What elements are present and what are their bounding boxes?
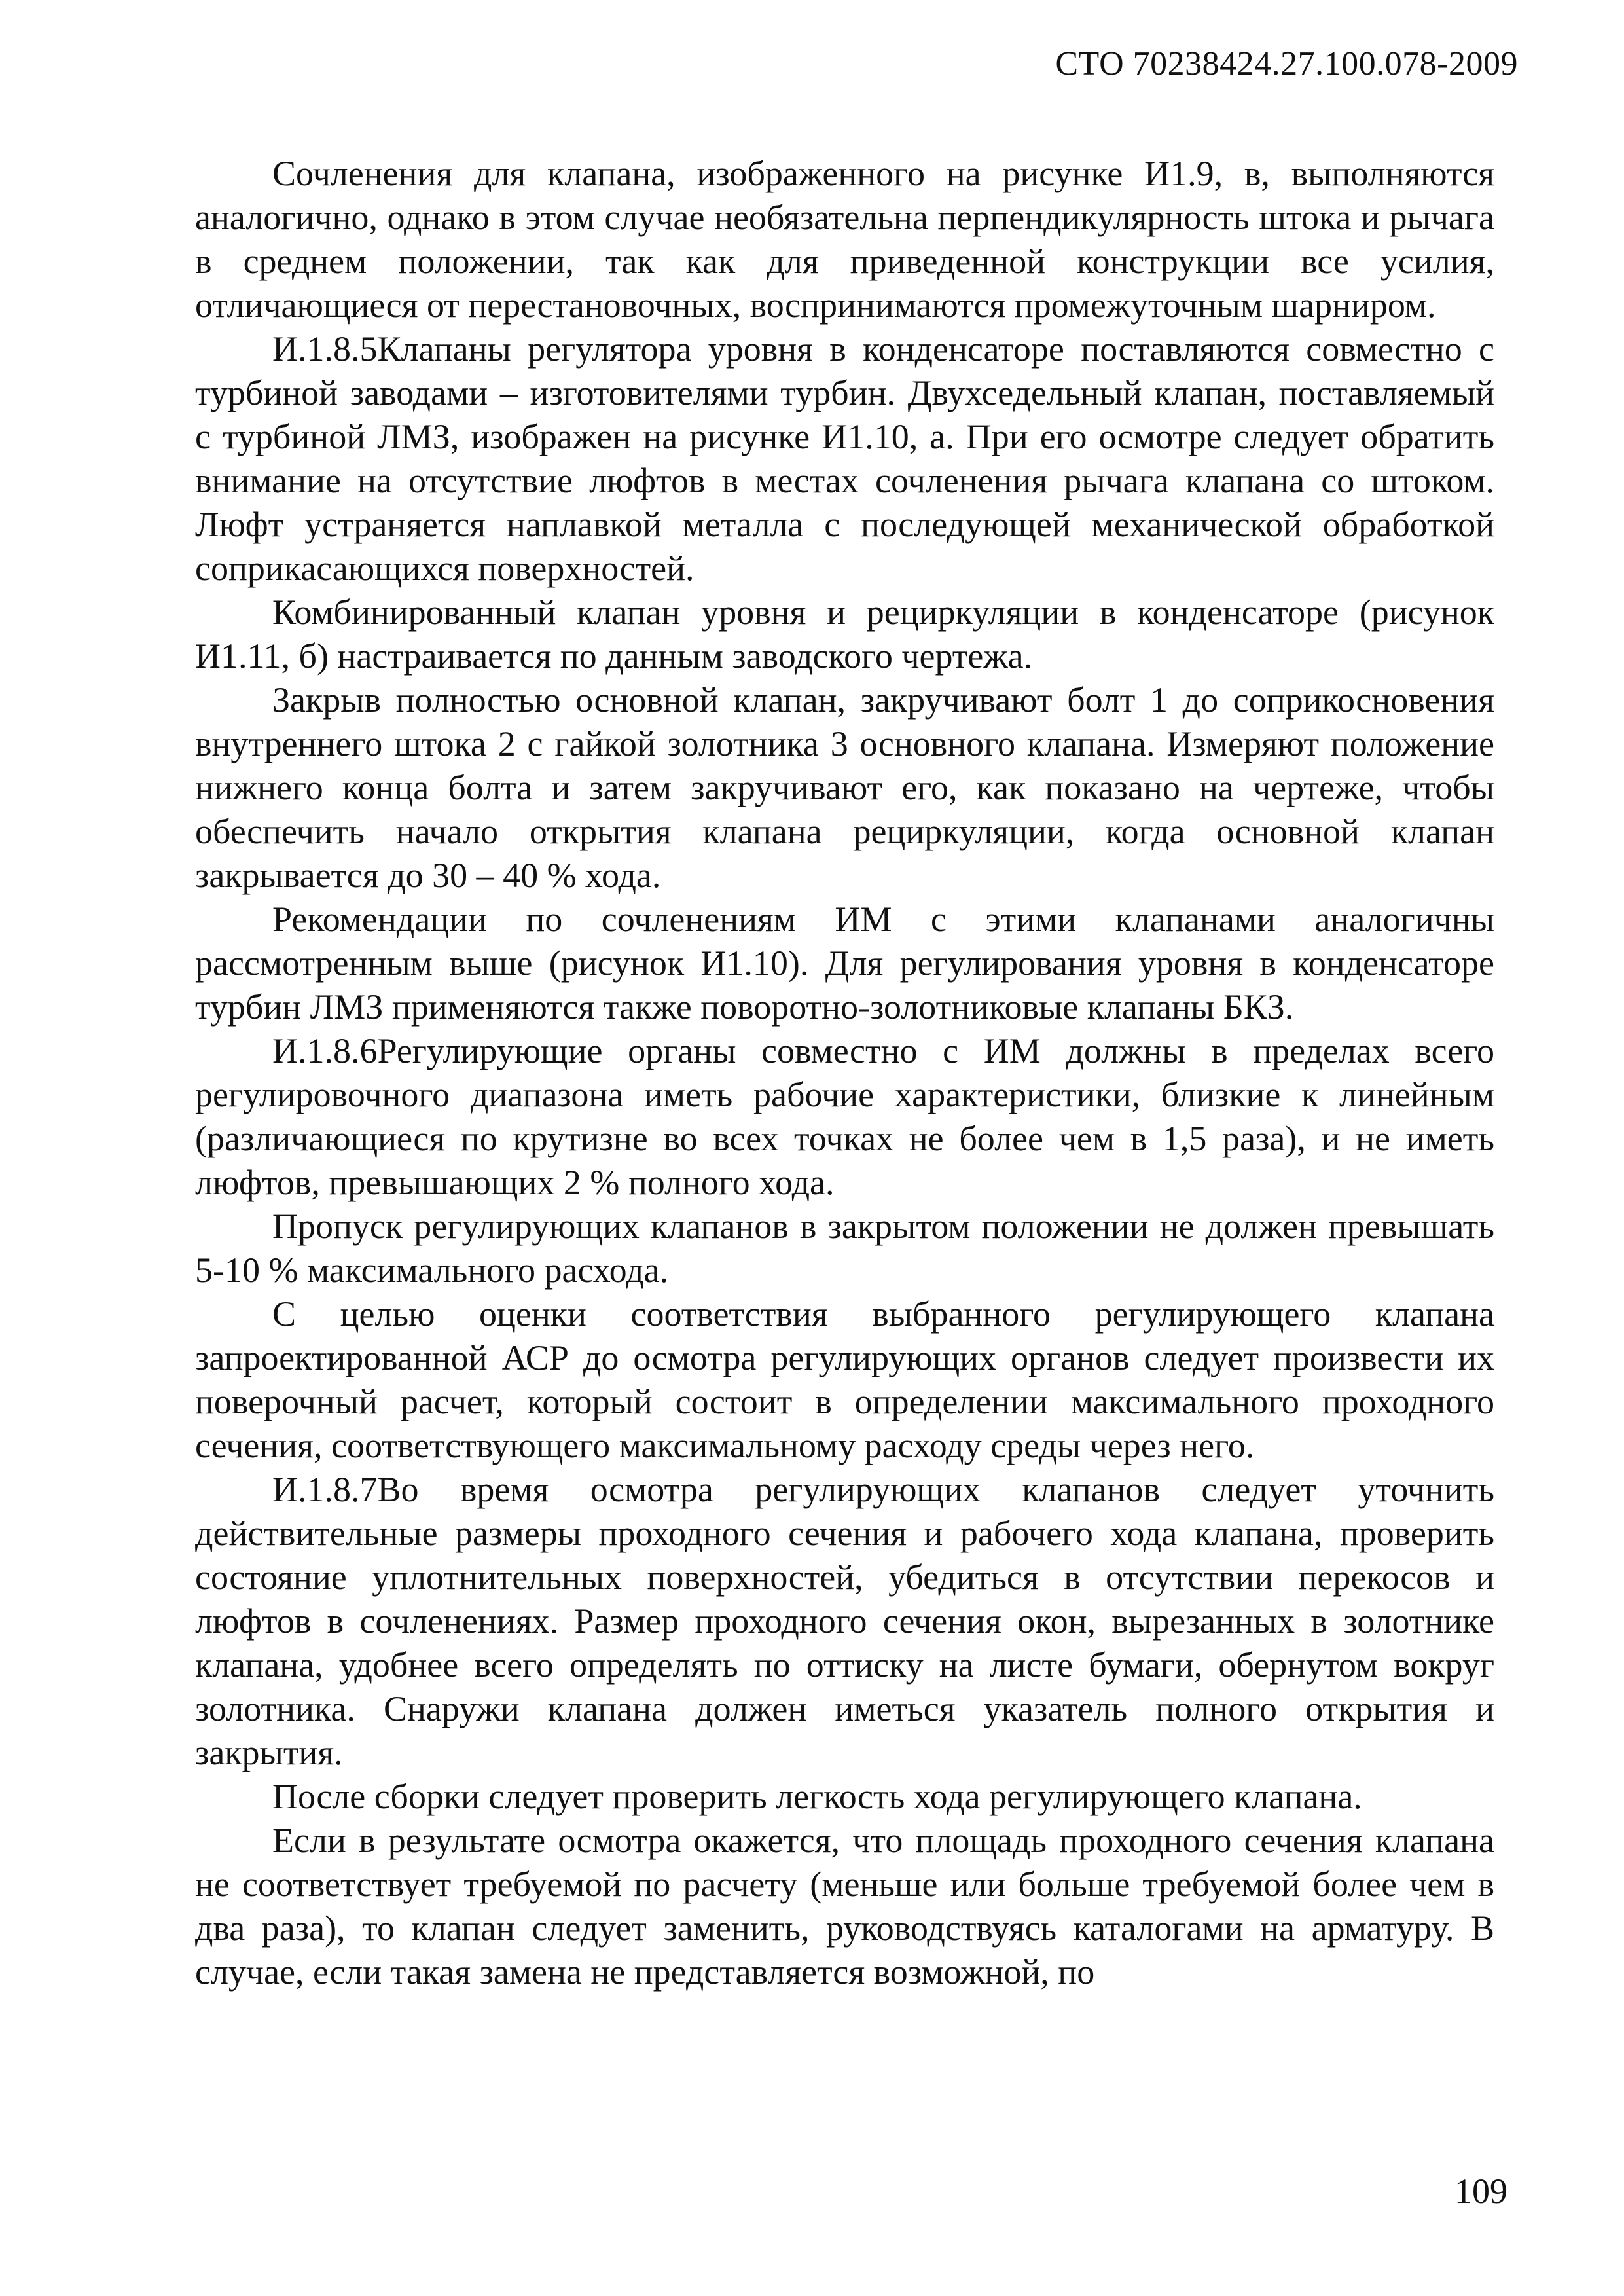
paragraph: И.1.8.6Регулирующие органы совместно с ИМ должны в пределах всего регулировочного диапазона иметь рабочие характеристики, близкие к линейным (различающиеся по крутизне во всех точках не более чем в 1,5 раза), и не иметь люфтов, превышающих 2 % полного хода. — [195, 1031, 1494, 1202]
paragraph: Если в результате осмотра окажется, что площадь проходного сечения клапана не соответствует требуемой по расчету (меньше или больше требуемой более чем в два раза), то клапан следует заменить, руководствуясь каталогами на арматуру. В случае, если такая замена не представляется возможной, по — [195, 1821, 1494, 1992]
paragraph: Пропуск регулирующих клапанов в закрытом положении не должен превышать 5-10 % максимального расхода. — [195, 1207, 1494, 1290]
paragraph: И.1.8.7Во время осмотра регулирующих клапанов следует уточнить действительные размеры проходного сечения и рабочего хода клапана, проверить состояние уплотнительных поверхностей, убедиться в отсутствии перекосов и люфтов в сочленениях. Размер проходного сечения окон, вырезанных в золотнике клапана, удобнее всего определять по оттиску на листе бумаги, обернутом вокруг золотника. Снаружи клапана должен иметься указатель полного открытия и закрытия. — [195, 1470, 1494, 1772]
page-number: 109 — [1454, 2172, 1507, 2211]
paragraph: Комбинированный клапан уровня и рециркуляции в конденсаторе (рисунок И1.11, б) настраивается по данным заводского чертежа. — [195, 592, 1494, 676]
paragraph: Рекомендации по сочленениям ИМ с этими клапанами аналогичны рассмотренным выше (рисунок И1.10). Для регулирования уровня в конденсаторе турбин ЛМЗ применяются также поворотно-золотниковые клапаны БКЗ. — [195, 900, 1494, 1027]
body-text — [195, 152, 1494, 1994]
document-code-header: СТО 70238424.27.100.078-2009 — [1055, 45, 1518, 82]
paragraph: Сочленения для клапана, изображенного на рисунке И1.9, в, выполняются аналогично, однако в этом случае необязательна перпендикулярность штока и рычага в среднем положении, так как для приведенной конструкции все усилия, отличающиеся от перестановочных, воспринимаются промежуточным шарниром. — [195, 154, 1494, 325]
paragraph: И.1.8.5Клапаны регулятора уровня в конденсаторе поставляются совместно с турбиной заводами – изготовителями турбин. Двухседельный клапан, поставляемый с турбиной ЛМЗ, изображен на рисунке И1.10, а. При его осмотре следует обратить внимание на отсутствие люфтов в местах сочленения рычага клапана со штоком. Люфт устраняется наплавкой металла с последующей механической обработкой соприкасающихся поверхностей. — [195, 329, 1494, 588]
paragraph: Закрыв полностью основной клапан, закручивают болт 1 до соприкосновения внутреннего штока 2 с гайкой золотника 3 основного клапана. Измеряют положение нижнего конца болта и затем закручивают его, как показано на чертеже, чтобы обеспечить начало открытия клапана рециркуляции, когда основной клапан закрывается до 30 – 40 % хода. — [195, 680, 1494, 895]
paragraph: После сборки следует проверить легкость хода регулирующего клапана. — [272, 1777, 1362, 1816]
paragraph: С целью оценки соответствия выбранного регулирующего клапана запроектированной АСР до осмотра регулирующих органов следует произвести их поверочный расчет, который состоит в определении максимального проходного сечения, соответствующего максимальному расходу среды через него. — [195, 1294, 1494, 1465]
